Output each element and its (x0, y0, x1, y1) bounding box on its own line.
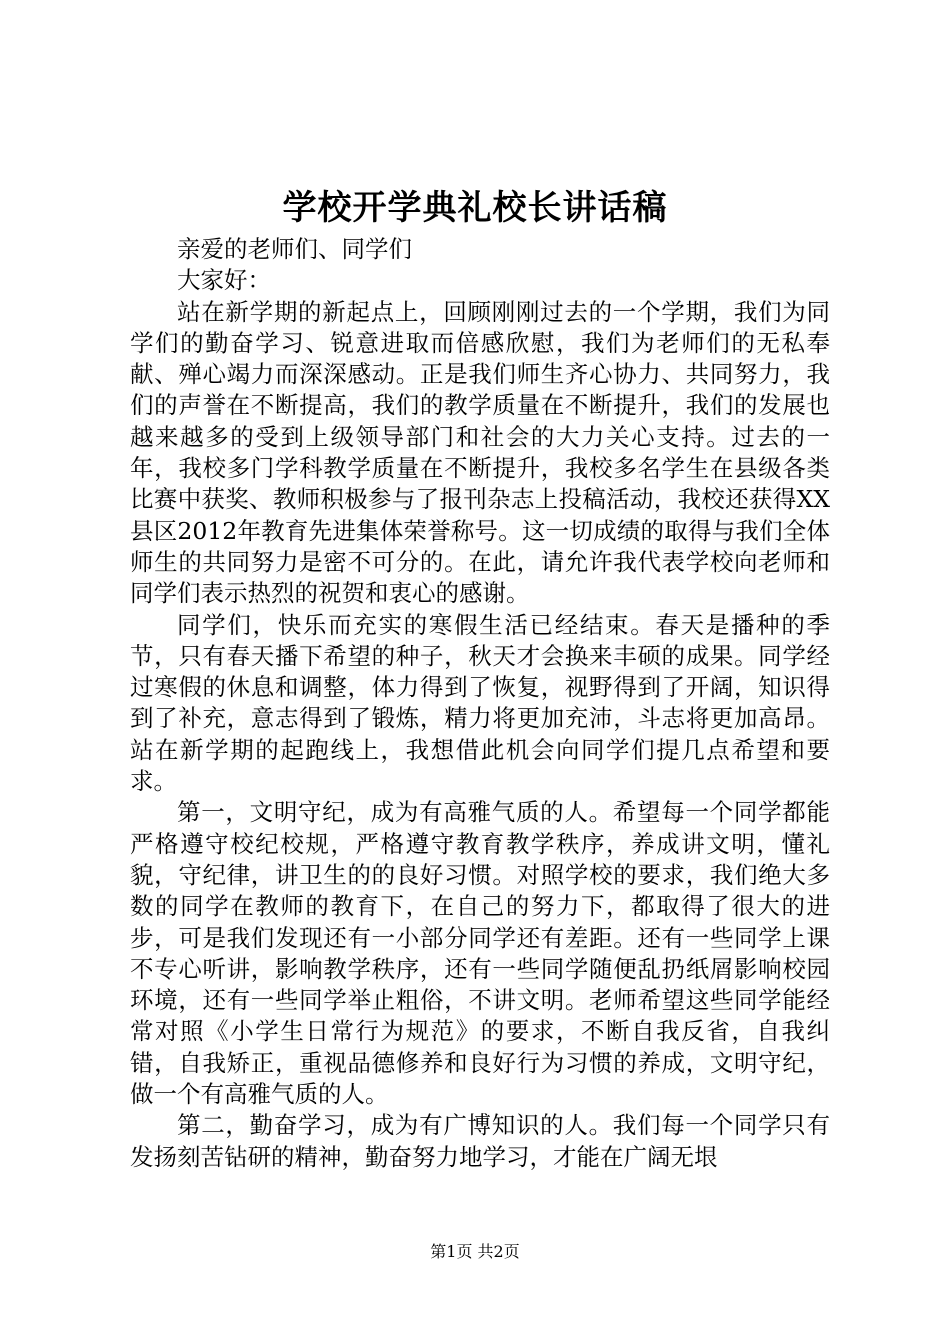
document-body (130, 234, 830, 1173)
paragraph: 站在新学期的新起点上，回顾刚刚过去的一个学期，我们为同学们的勤奋学习、锐意进取而倍感欣慰，我们为老师们的无私奉献、殚心竭力而深深感动。正是我们师生齐心协力、共同努力，我们的声誉在不断提高，我们的教学质量在不断提升，我们的发展也越来越多的受到上级领导部门和社会的大力关心支持。过去的一年，我校多门学科教学质量在不断提升，我校多名学生在县级各类比赛中获奖、教师积极参与了报刊杂志上投稿活动，我校还获得XX县区2012年教育先进集体荣誉称号。这一切成绩的取得与我们全体师生的共同努力是密不可分的。在此，请允许我代表学校向老师和同学们表示热烈的祝贺和衷心的感谢。 (130, 297, 830, 608)
salutation: 亲爱的老师们、同学们 (177, 235, 412, 263)
page-footer: 第1页 共2页 (430, 1242, 520, 1261)
paragraph: 第一，文明守纪，成为有高雅气质的人。希望每一个同学都能严格遵守校纪校规，严格遵守教育教学秩序，养成讲文明，懂礼貌，守纪律，讲卫生的的良好习惯。对照学校的要求，我们绝大多数的同学在教师的教育下，在自己的努力下，都取得了很大的进步，可是我们发现还有一小部分同学还有差距。还有一些同学上课不专心听讲，影响教学秩序，还有一些同学随便乱扔纸屑影响校园环境，还有一些同学举止粗俗，不讲文明。老师希望这些同学能经常对照《小学生日常行为规范》的要求，不断自我反省，自我纠错，自我矫正，重视品德修养和良好行为习惯的养成，文明守纪，做一个有高雅气质的人。 (130, 798, 830, 1109)
paragraph: 第二，勤奋学习，成为有广博知识的人。我们每一个同学只有发扬刻苦钻研的精神，勤奋努力地学习，才能在广阔无垠 (130, 1111, 830, 1171)
greeting: 大家好： (177, 266, 271, 295)
paragraph: 同学们，快乐而充实的寒假生活已经结束。春天是播种的季节，只有春天播下希望的种子，秋天才会换来丰硕的成果。同学经过寒假的休息和调整，体力得到了恢复，视野得到了开阔，知识得到了补充，意志得到了锻炼，精力将更加充沛，斗志将更加高昂。站在新学期的起跑线上，我想借此机会向同学们提几点希望和要求。 (130, 610, 830, 796)
document-title: 学校开学典礼校长讲话稿 (282, 188, 668, 228)
